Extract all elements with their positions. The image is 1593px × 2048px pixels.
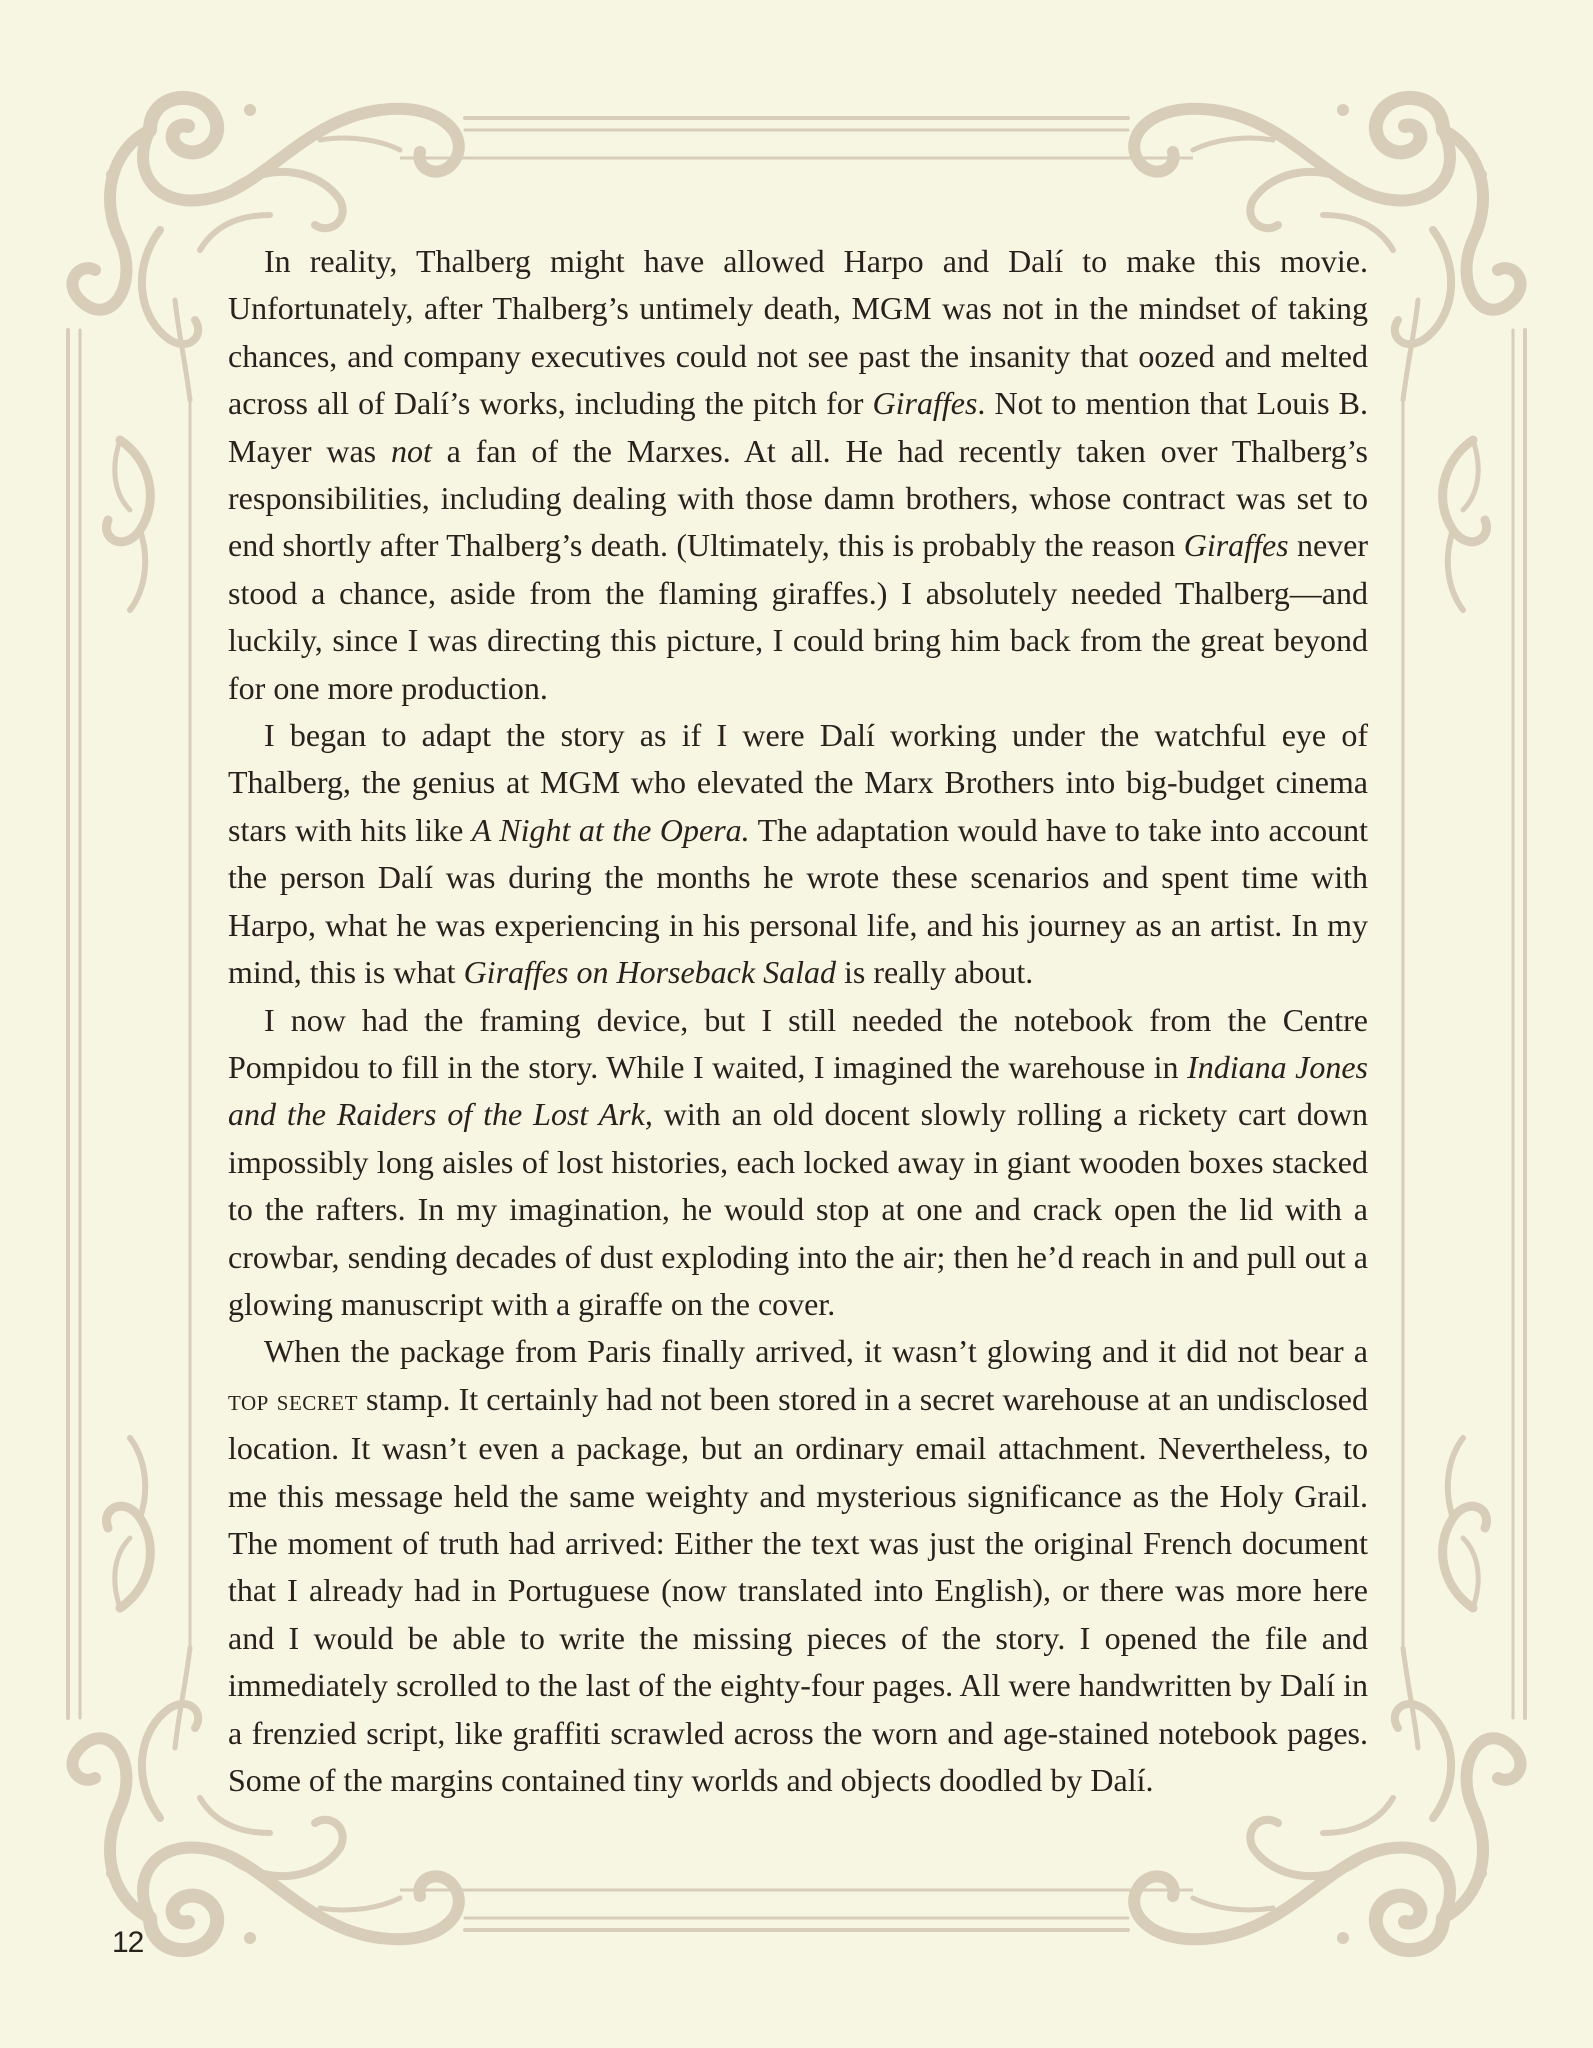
paragraph-4: When the package from Paris finally arrived, it wasn’t glowing and it did not bear a top secret stamp. It certainly had not been stored in a secret warehouse at an undisclosed location. It wasn’t even a package, but an ordinary email attachment. Nevertheless, to me this message held the same weighty and mysterious significance as the Holy Grail. The moment of truth had arrived: Either the text was just the original French document that I already had in Portuguese (now translated into English), or there was more here and I would be able to write the missing pieces of the story. I opened the file and immediately scrolled to the last of the eighty-four pages. All were handwritten by Dalí in a frenzied script, like graffiti scrawled across the worn and age-stained notebook pages. Some of the margins contained tiny worlds and objects doodled by Dalí. [228, 1333, 1369, 1798]
paragraph-3: I now had the framing device, but I still needed the notebook from the Centre Pompidou to fill in the story. While I waited, I imagined the warehouse in Indiana Jones and the Raiders of the Lost Ark, with an old docent slowly rolling a rickety cart down impossibly long aisles of lost histories, each locked away in giant wooden boxes stacked to the rafters. In my imagination, he would stop at one and crack open the lid with a crowbar, sending decades of dust exploding into the air; then he’d reach in and pull out a glowing manuscript with a giraffe on the cover. [228, 1001, 1369, 1322]
page-number: 12 [112, 1926, 144, 1959]
body-text [228, 238, 1368, 1804]
paragraph-1: In reality, Thalberg might have allowed Harpo and Dalí to make this movie. Unfortunately, after Thalberg’s untimely death, MGM was not in the mindset of taking chances, and company executives could not see past the insanity that oozed and melted across all of Dalí’s works, including the pitch for Giraffes. Not to mention that Louis B. Mayer was not a fan of the Marxes. At all. He had recently taken over Thalberg’s responsibilities, including dealing with those damn brothers, whose contract was set to end shortly after Thalberg’s death. (Ultimately, this is probably the reason Giraffes never stood a chance, aside from the flaming giraffes.) I absolutely needed Thalberg—and luckily, since I was directing this picture, I could bring him back from the great beyond for one more production. [228, 243, 1369, 706]
paragraph-2: I began to adapt the story as if I were Dalí working under the watchful eye of Thalberg, the genius at MGM who elevated the Marx Brothers into big-budget cinema stars with hits like A Night at the Opera. The adaptation would have to take into account the person Dalí was during the months he wrote these scenarios and spent time with Harpo, what he was experiencing in his personal life, and his journey as an artist. In my mind, this is what Giraffes on Horseback Salad is really about. [228, 717, 1368, 991]
